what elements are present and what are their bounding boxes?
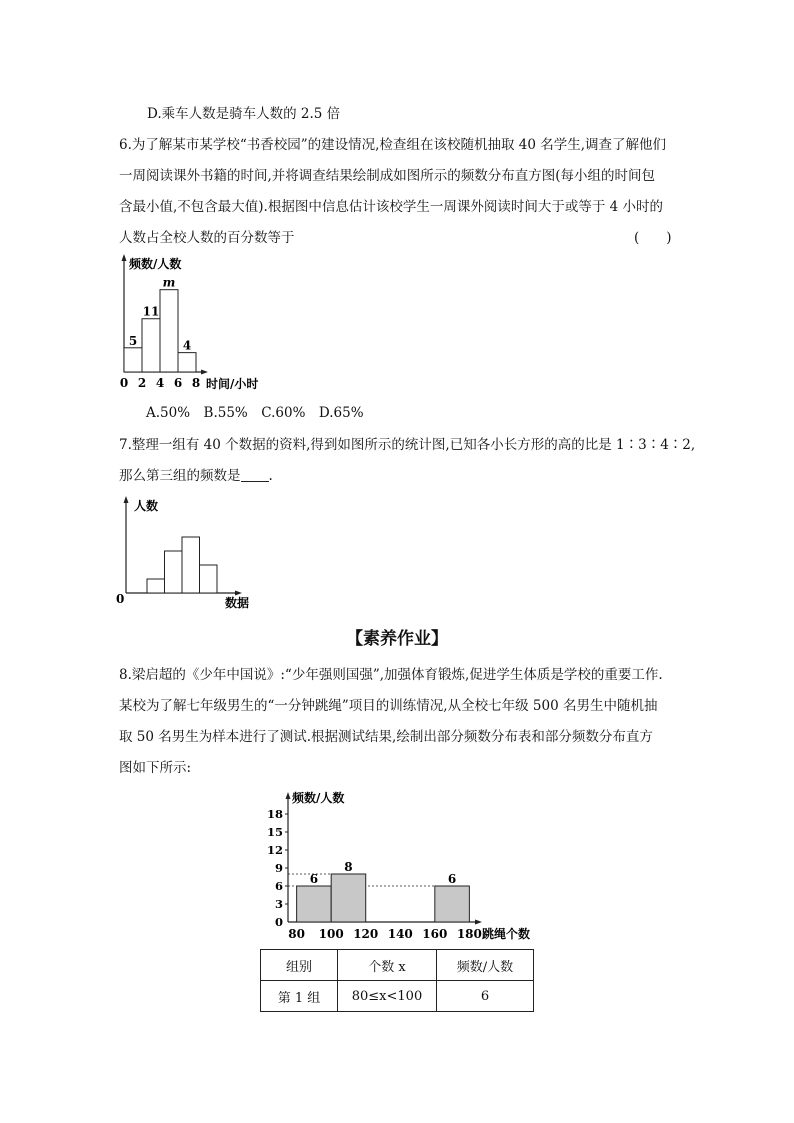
y-tick-label: 18 <box>266 807 283 821</box>
histogram-reading-time <box>112 252 292 397</box>
option-d: D.乘车人数是骑车人数的 2.5 倍 <box>147 106 341 122</box>
y-tick-label: 6 <box>274 879 283 893</box>
x-tick-label: 100 <box>318 927 344 941</box>
bar-value-label: m <box>162 275 176 290</box>
q8-line-1: 8.梁启超的《少年中国说》:“少年强则国强”,加强体育锻炼,促进学生体质是学校的重要工作. <box>119 667 663 683</box>
histogram-bar <box>160 290 178 372</box>
x-tick-label: 6 <box>173 376 183 390</box>
histogram-bar <box>124 348 142 372</box>
y-axis-label: 人数 <box>134 499 159 513</box>
bar-value-label: 4 <box>182 338 192 353</box>
x-tick-label: 140 <box>387 927 413 941</box>
histogram-bar <box>182 537 200 593</box>
x-axis-arrow <box>475 920 482 925</box>
q6-line-1: 6.为了解某市某学校“书香校园”的建设情况,检查组在该校随机抽取 40 名学生,调查了解他们 <box>119 137 667 153</box>
table-header-row <box>261 950 534 981</box>
bar-value-label: 5 <box>128 333 138 348</box>
q7-line-2 <box>119 466 273 486</box>
histogram-rope-skipping <box>260 786 530 944</box>
histogram-data-groups <box>112 494 262 612</box>
histogram-bar <box>200 565 218 593</box>
histogram-bar <box>142 319 160 372</box>
bar-value-label: 6 <box>309 872 319 886</box>
q7-text: 那么第三组的频数是 <box>119 468 241 484</box>
cell-group: 第 1 组 <box>261 981 338 1012</box>
table-row <box>261 981 534 1012</box>
y-tick-label: 12 <box>266 843 283 857</box>
bar-value-label: 6 <box>447 872 457 886</box>
q7-end: . <box>268 468 273 484</box>
histogram-bar <box>178 353 196 372</box>
x-axis-label: 跳绳个数 <box>482 927 530 941</box>
y-axis-arrow <box>122 254 127 261</box>
cell-frequency: 6 <box>437 981 534 1012</box>
section-title: 【素养作业】 <box>346 629 448 649</box>
x-axis-arrow <box>235 591 242 596</box>
header-count: 个数 x <box>338 950 437 981</box>
x-tick-label: 80 <box>288 927 305 941</box>
x-tick-label: 8 <box>191 376 201 390</box>
x-tick-label: 2 <box>137 376 147 390</box>
histogram-bar <box>297 886 332 922</box>
x-tick-label: 4 <box>155 376 165 390</box>
q6-line-4: 人数占全校人数的百分数等于 <box>119 230 295 246</box>
x-axis-label: 时间/小时 <box>206 377 259 391</box>
q6-line-2: 一周阅读课外书籍的时间,并将调查结果绘制成如图所示的频数分布直方图(每小组的时间包 <box>119 168 656 184</box>
y-tick-label: 15 <box>266 825 283 839</box>
histogram-bar <box>165 551 183 593</box>
q8-line-4: 图如下所示: <box>119 760 192 776</box>
origin-label: 0 <box>116 592 125 606</box>
y-tick-label: 9 <box>274 861 283 875</box>
x-tick-label: 0 <box>119 376 129 390</box>
histogram-bar <box>147 579 165 593</box>
y-axis-arrow <box>286 792 291 799</box>
header-group: 组别 <box>261 950 338 981</box>
y-axis-label: 频数/人数 <box>292 791 345 805</box>
frequency-table <box>260 949 534 1012</box>
y-axis-label: 频数/人数 <box>129 257 182 271</box>
cell-range: 80≤x<100 <box>338 981 437 1012</box>
y-tick-label: 0 <box>274 915 283 929</box>
answer-parentheses: ( ) <box>634 230 672 246</box>
q8-line-2: 某校为了解七年级男生的“一分钟跳绳”项目的训练情况,从全校七年级 500 名男生中随机抽 <box>119 698 658 714</box>
bar-value-label: 11 <box>142 304 160 319</box>
y-tick-label: 3 <box>274 897 283 911</box>
x-axis-arrow <box>201 370 208 375</box>
x-tick-label: 160 <box>422 927 448 941</box>
header-frequency: 频数/人数 <box>437 950 534 981</box>
q8-line-3: 取 50 名男生为样本进行了测试.根据测试结果,绘制出部分频数分布表和部分频数分布直方 <box>119 729 653 745</box>
histogram-bar <box>435 886 470 922</box>
q6-choices: A.50% B.55% C.60% D.65% <box>146 405 364 421</box>
q7-line-1: 7.整理一组有 40 个数据的资料,得到如图所示的统计图,已知各小长方形的高的比是 1∶3∶4∶2, <box>119 437 696 453</box>
bar-value-label: 8 <box>344 860 353 874</box>
x-tick-label: 120 <box>353 927 379 941</box>
answer-blank[interactable] <box>241 467 269 482</box>
x-axis-label: 数据 <box>225 596 250 610</box>
q6-line-3: 含最小值,不包含最大值).根据图中信息估计该校学生一周课外阅读时间大于或等于 4 小时的 <box>119 199 664 215</box>
x-tick-label: 180 <box>456 927 482 941</box>
y-axis-arrow <box>124 496 129 503</box>
histogram-bar <box>331 874 366 922</box>
